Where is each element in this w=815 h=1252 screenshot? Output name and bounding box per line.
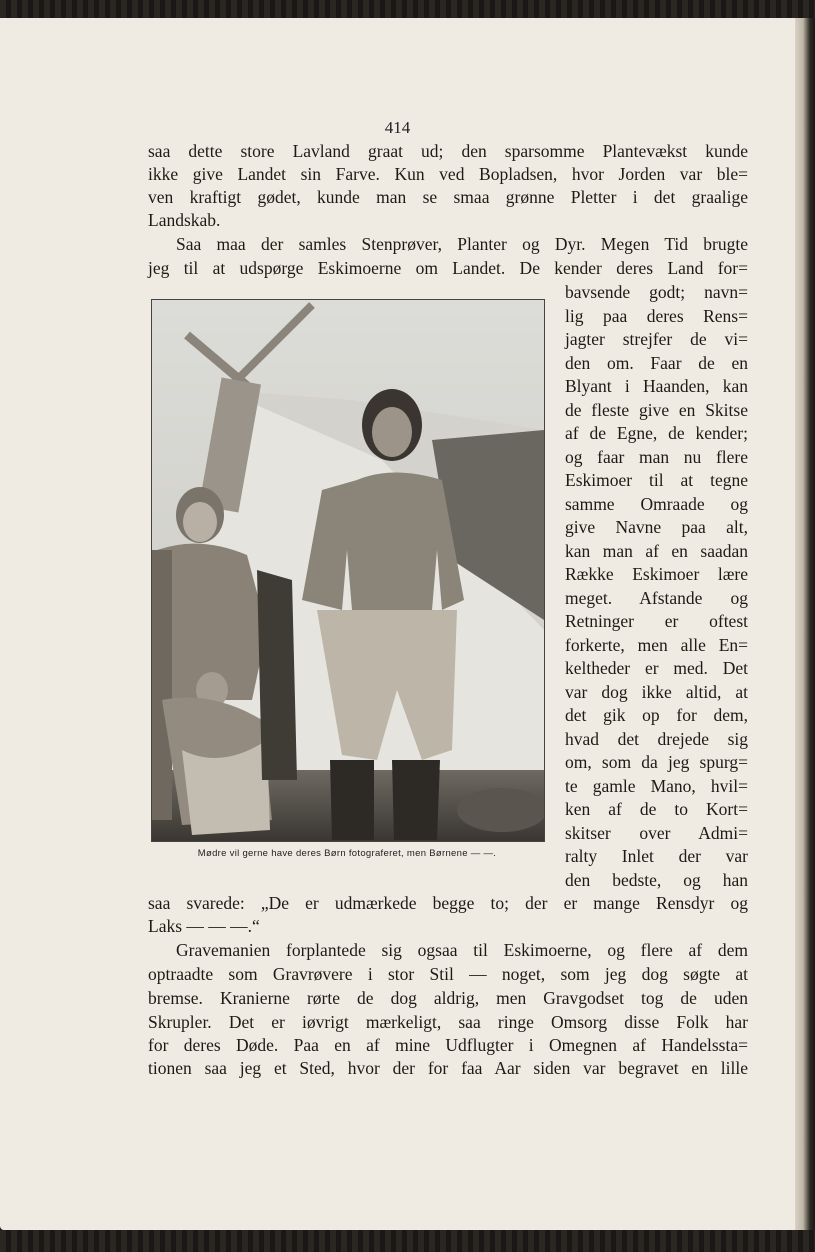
text-line: for deres Døde. Paa en af mine Udflugter i Omegnen af Handelssta= (148, 1035, 748, 1055)
text-line: ikke give Landet sin Farve. Kun ved Bopladsen, hvor Jorden var ble= (148, 164, 748, 184)
page-number: 414 (384, 118, 411, 137)
text-line: var dog ikke altid, at (565, 682, 748, 702)
text-line: Gravemanien forplantede sig ogsaa til Eskimoerne, og flere af dem (176, 940, 748, 960)
text-line: af de Egne, de kender; (565, 423, 748, 443)
text-line: hvad det drejede sig (565, 729, 748, 749)
text-line: kan man af en saadan (565, 541, 748, 561)
text-line: skitser over Admi= (565, 823, 748, 843)
text-line: ven kraftigt gødet, kunde man se smaa grønne Pletter i det graalige (148, 187, 748, 207)
text-line: forkerte, men alle En= (565, 635, 748, 655)
text-line: saa svarede: „De er udmærkede begge to; der er mange Rensdyr og (148, 893, 748, 913)
text-line: lig paa deres Rens= (565, 306, 748, 326)
text-line: Eskimoer til at tegne (565, 470, 748, 490)
text-line: og faar man nu flere (565, 447, 748, 467)
book-spine (795, 18, 815, 1230)
text-line: tionen saa jeg et Sted, hvor der for faa Aar siden var begravet en lille (148, 1058, 748, 1078)
text-line: Landskab. (148, 210, 221, 230)
text-line: give Navne paa alt, (565, 517, 748, 537)
text-line: saa dette store Lavland graat ud; den sparsomme Plantevækst kunde (148, 141, 748, 161)
text-line: det gik op for dem, (565, 705, 748, 725)
text-line: Retninger er oftest (565, 611, 748, 631)
text-line: meget. Afstande og (565, 588, 748, 608)
text-line: ralty Inlet der var (565, 846, 748, 866)
text-line: ken af de to Kort= (565, 799, 748, 819)
text-line: om, som da jeg spurg= (565, 752, 748, 772)
text-line: te gamle Mano, hvil= (565, 776, 748, 796)
text-line: den bedste, og han (565, 870, 748, 890)
text-line: den om. Faar de en (565, 353, 748, 373)
text-line: bavsende godt; navn= (565, 282, 748, 302)
text-line: Skrupler. Det er iøvrigt mærkeligt, saa ringe Omsorg disse Folk har (148, 1012, 748, 1032)
photo-eskimo-family (152, 300, 544, 841)
text-line: Række Eskimoer lære (565, 564, 748, 584)
text-line: Saa maa der samles Stenprøver, Planter og Dyr. Megen Tid brugte (176, 234, 748, 254)
text-line: keltheder er med. Det (565, 658, 748, 678)
text-line: Blyant i Haanden, kan (565, 376, 748, 396)
text-line: jagter strejfer de vi= (565, 329, 748, 349)
photo-caption: Mødre vil gerne have deres Børn fotograferet, men Børnene — —. (197, 848, 497, 859)
text-line: Laks — — —.“ (148, 916, 260, 936)
scan-top-border (0, 0, 815, 20)
text-line: bremse. Kranierne rørte de dog aldrig, men Gravgodset tog de uden (148, 988, 748, 1008)
text-line: jeg til at udspørge Eskimoerne om Landet. De kender deres Land for= (148, 258, 748, 278)
text-line: samme Omraade og (565, 494, 748, 514)
text-line: de fleste give en Skitse (565, 400, 748, 420)
photograph (151, 299, 545, 842)
text-line: optraadte som Gravrøvere i stor Stil — noget, som jeg dog søgte at (148, 964, 748, 984)
scan-bottom-border (0, 1230, 815, 1252)
